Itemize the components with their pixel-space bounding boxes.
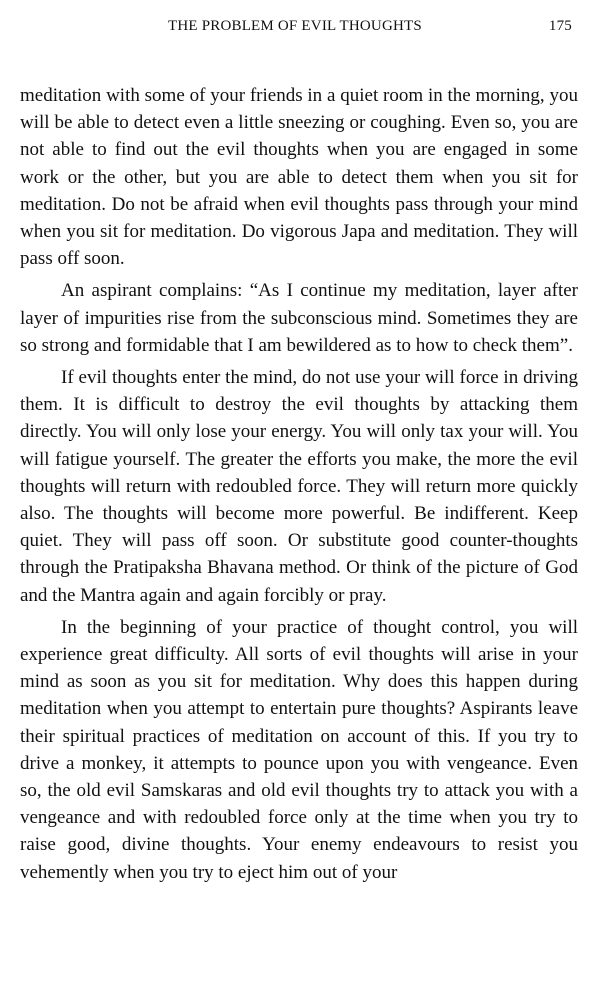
paragraph-aspirant-complaint: An aspirant complains: “As I continue my meditation, layer after layer of impurities rise from the subconscious mind. Sometimes they are so strong and formidable that I am bewildered as to how to check them”.: [20, 280, 578, 356]
paragraph-thought-control: In the beginning of your practice of thought control, you will experience great difficulty. All sorts of evil thoughts will arise in your mind as soon as you sit for meditation. Why does this happen during meditation when you attempt to entertain pure thoughts? Aspirants leave their spiritual practices of meditation on account of this. If you try to drive a monkey, it attempts to pounce upon you with vengeance. Even so, the old evil Samskaras and old evil thoughts try to attack you with a vengeance and with redoubled force only at the time when you try to raise good, divine thoughts. Your enemy endeavours to resist you vehemently when you try to eject him out of your: [20, 616, 578, 883]
page-number: 175: [548, 18, 572, 34]
running-header: [20, 14, 578, 46]
running-title: THE PROBLEM OF EVIL THOUGHTS: [168, 18, 422, 34]
body-text: [20, 82, 578, 886]
paragraph-continued: meditation with some of your friends in a quiet room in the morning, you will be able to detect even a little sneezing or coughing. Even so, you are not able to find out the evil thoughts when you are engaged in some work or the other, but you are able to detect them when you sit for meditation. Do not be afraid when evil thoughts pass through your mind when you sit for meditation. Do vigorous Japa and meditation. They will pass off soon.: [20, 85, 578, 270]
paragraph-will-force: If evil thoughts enter the mind, do not use your will force in driving them. It is difficult to destroy the evil thoughts by attacking them directly. You will only lose your energy. You will only tax your will. You will fatigue yourself. The greater the efforts you make, the more the evil thoughts will return with redoubled force. They will return more quickly also. The thoughts will become more powerful. Be indifferent. Keep quiet. They will pass off soon. Or substitute good counter-thoughts through the Pratipaksha Bhavana method. Or think of the picture of God and the Mantra again and again forcibly or pray.: [20, 367, 578, 606]
